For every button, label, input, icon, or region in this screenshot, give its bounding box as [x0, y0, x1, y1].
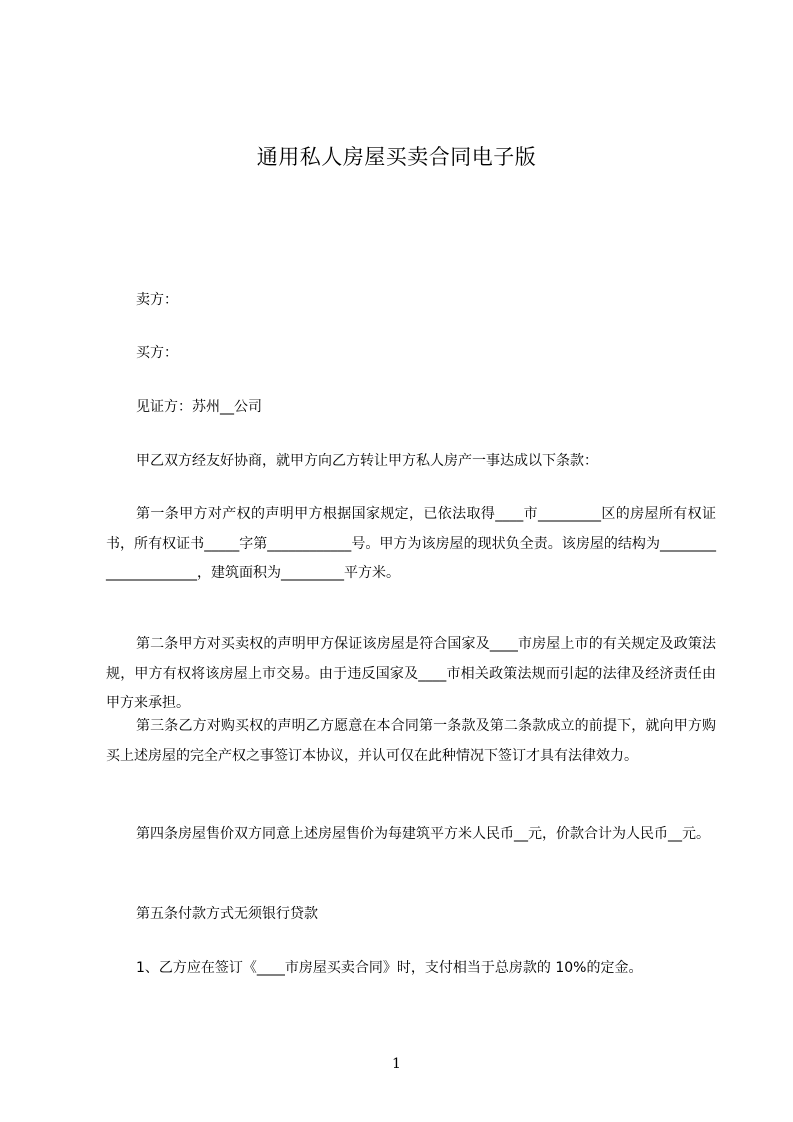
witness-line: 见证方：苏州__公司 [136, 399, 262, 415]
seller-line: 卖方： [136, 292, 178, 308]
article-1-paragraph: 第一条甲方对产权的声明甲方根据国家规定，已依法取得____市_________区的房屋所有权证书，所有权证书_____字第____________号。甲方为该房屋的现状负全责。该房屋的结构为_____________________，建筑面积为_________平方米。 [106, 506, 716, 581]
preamble-paragraph: 甲乙双方经友好协商，就甲方向乙方转让甲方私人房产一事达成以下条款： [136, 453, 598, 469]
payment-clause-1: 1、乙方应在签订《____市房屋买卖合同》时，支付相当于总房款的 10%的定金。 [136, 960, 643, 976]
document-title: 通用私人房屋买卖合同电子版 [256, 145, 537, 169]
page-number: 1 [392, 1056, 401, 1072]
article-2-paragraph: 第二条甲方对买卖权的声明甲方保证该房屋是符合国家及____市房屋上市的有关规定及政策法规，甲方有权将该房屋上市交易。由于违反国家及____市相关政策法规而引起的法律及经济责任由甲方来承担。 [106, 636, 716, 711]
article-4-paragraph: 第四条房屋售价双方同意上述房屋售价为每建筑平方米人民币__元，价款合计为人民币__元。 [136, 826, 710, 842]
article-5-paragraph: 第五条付款方式无须银行贷款 [136, 906, 318, 922]
article-3-paragraph: 第三条乙方对购买权的声明乙方愿意在本合同第一条款及第二条款成立的前提下，就向甲方购买上述房屋的完全产权之事签订本协议，并认可仅在此种情况下签订才具有法律效力。 [106, 718, 716, 764]
buyer-line: 买方： [136, 345, 178, 361]
